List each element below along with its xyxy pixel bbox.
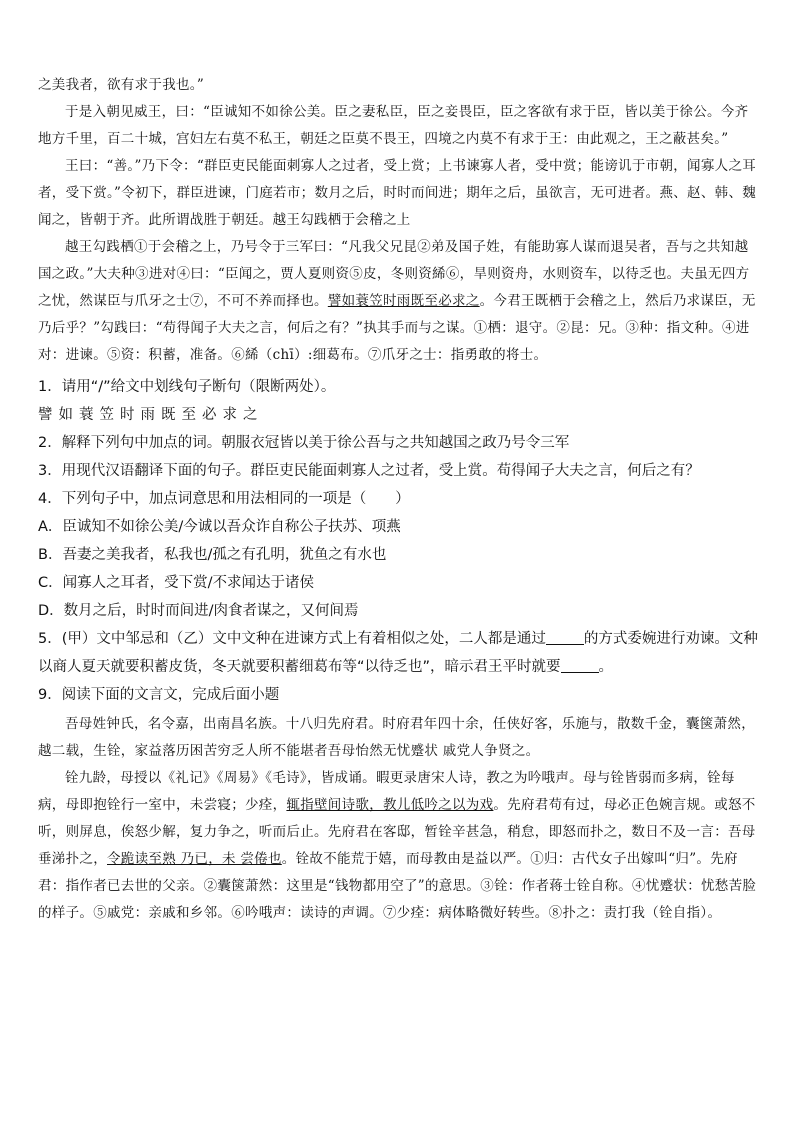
question-5-text-c: 。 — [598, 659, 614, 675]
underlined-sentence-b1: 辄指壁间诗歌，教儿低吟之以为戏 — [286, 797, 494, 813]
question-9: 9．阅读下面的文言文，完成后面小题 — [38, 687, 280, 703]
question-5 — [38, 625, 758, 681]
passage-line-0: 之美我者，欲有求于我也。” — [38, 77, 205, 93]
question-5-text-b: 的方式委婉进行劝谏。文种以商人夏天就要积蓄皮货，冬天就要积蓄细葛布等“以待乏也”，暗示君王平时就要 — [38, 631, 758, 675]
question-4-option-b: B．吾妻之美我者，私我也/孤之有孔明，犹鱼之有水也 — [38, 547, 387, 563]
question-4-option-c: C．闻寡人之耳者，受下赏/不求闻达于诸侯 — [38, 575, 315, 591]
passage-b-paragraph-1: 吾母姓钟氏，名令嘉，出南昌名族。十八归先府君。时府君年四十余，任侠好客，乐施与，散数千金，囊箧萧然，越二载，生铨，家益落历困苦穷乏人所不能堪者吾母怡然无忧蹙状 戚党人争贤之。 — [38, 716, 755, 759]
underlined-sentence: 譬如蓑笠时雨既至必求之 — [327, 293, 480, 309]
passage-3-text-a: 越王勾践栖①于会稽之上，乃号令于三军曰：“凡我父兄昆②弟及国子姓，有能助寡人谋而退吴者，吾与之共知越国之政。”大夫种③进对④曰：“臣闻之，贾人夏则资⑤皮，冬则资絺⑥，旱则资舟，水则资车，以待乏也。夫虽无四方之忧，然谋臣与爪牙之士⑦，不可不养而择也。 — [38, 239, 750, 309]
passage-b-text-c: 。铨故不能荒于嬉，而母教由是益以严。①归：古代女子出嫁叫“归”。先府君：指作者已去世的父亲。②囊箧萧然：这里是“钱物都用空了”的意思。③铨：作者蒋士铨自称。④忧蹙状：忧愁苦脸的样子。⑤戚党：亲戚和乡邻。⑥吟哦声：读诗的声调。⑦少痊：病体略微好转些。⑧扑之：责打我（铨自指）。 — [38, 851, 757, 921]
document-page — [38, 72, 758, 927]
question-4: 4．下列句子中，加点词意思和用法相同的一项是（ ） — [38, 491, 410, 507]
passage-paragraph-3 — [38, 234, 758, 369]
passage-paragraph-1: 于是入朝见威王，曰：“臣诚知不如徐公美。臣之妻私臣，臣之妾畏臣，臣之客欲有求于臣，皆以美于徐公。今齐地方千里，百二十城，宫妇左右莫不私王，朝廷之臣莫不畏王，四境之内莫不有求于王：由此观之，王之蔽甚矣。” — [38, 104, 749, 147]
question-1-sentence: 譬如蓑笠时雨既至必求之 — [38, 407, 264, 423]
question-4-option-d: D．数月之后，时时而间进/肉食者谋之，又何间焉 — [38, 603, 359, 619]
answer-blank-2 — [561, 656, 599, 673]
passage-b-paragraph-2 — [38, 765, 758, 927]
question-5-text-a: 5．(甲）文中邹忌和（乙）文中文种在进谏方式上有着相似之处，二人都是通过 — [38, 631, 546, 647]
question-3: 3．用现代汉语翻译下面的句子。群臣吏民能面刺寡人之过者，受上赏。苟得闻子大夫之言，何后之有？ — [38, 463, 700, 479]
question-4-option-a: A．臣诚知不如徐公美/今诚以吾众诈自称公子扶苏、项燕 — [38, 519, 401, 535]
passage-3-text-b: 。今君王既栖于会稽之上，然后乃求谋臣，无乃后乎？”勾践曰：“苟得闻子大夫之言，何后之有？”执其手而与之谋。①栖：退守。②昆：兄。③种：指文种。④进对：进谏。⑤资：积蓄，准备。⑥絺（chī）:细葛布。⑦爪牙之士：指勇敢的将士。 — [38, 293, 756, 363]
answer-blank-1 — [546, 628, 584, 645]
passage-b-text-b: 。先府君苟有过，母必正色婉言规。或怒不听，则屏息，俟怒少解，复力争之，听而后止。先府君在客邸，暂铨辛甚急，稍怠，即怒而扑之，数日不及一言：吾母垂涕扑之， — [38, 797, 756, 867]
question-2: 2．解释下列句中加点的词。朝服衣冠皆以美于徐公吾与之共知越国之政乃号令三军 — [38, 435, 570, 451]
passage-paragraph-2: 王曰：“善。”乃下令：“群臣吏民能面刺寡人之过者，受上赏；上书谏寡人者，受中赏；能谤讥于市朝，闻寡人之耳者，受下赏。”令初下，群臣进谏，门庭若市；数月之后，时时而间进；期年之后，虽欲言，无可进者。燕、赵、韩、魏闻之，皆朝于齐。此所谓战胜于朝廷。越王勾践栖于会稽之上 — [38, 158, 757, 228]
underlined-sentence-b2: 令跪读至熟 乃已，未 尝倦也 — [107, 851, 282, 867]
passage-b-text-a: 铨九龄，母授以《礼记》《周易》《毛诗》，皆成诵。暇更录唐宋人诗，教之为吟哦声。母与铨皆弱而多病，铨每病，母即抱铨行一室中，未尝寝；少痊， — [38, 770, 735, 813]
question-1: 1．请用“/”给文中划线句子断句（限断两处）。 — [38, 379, 336, 395]
